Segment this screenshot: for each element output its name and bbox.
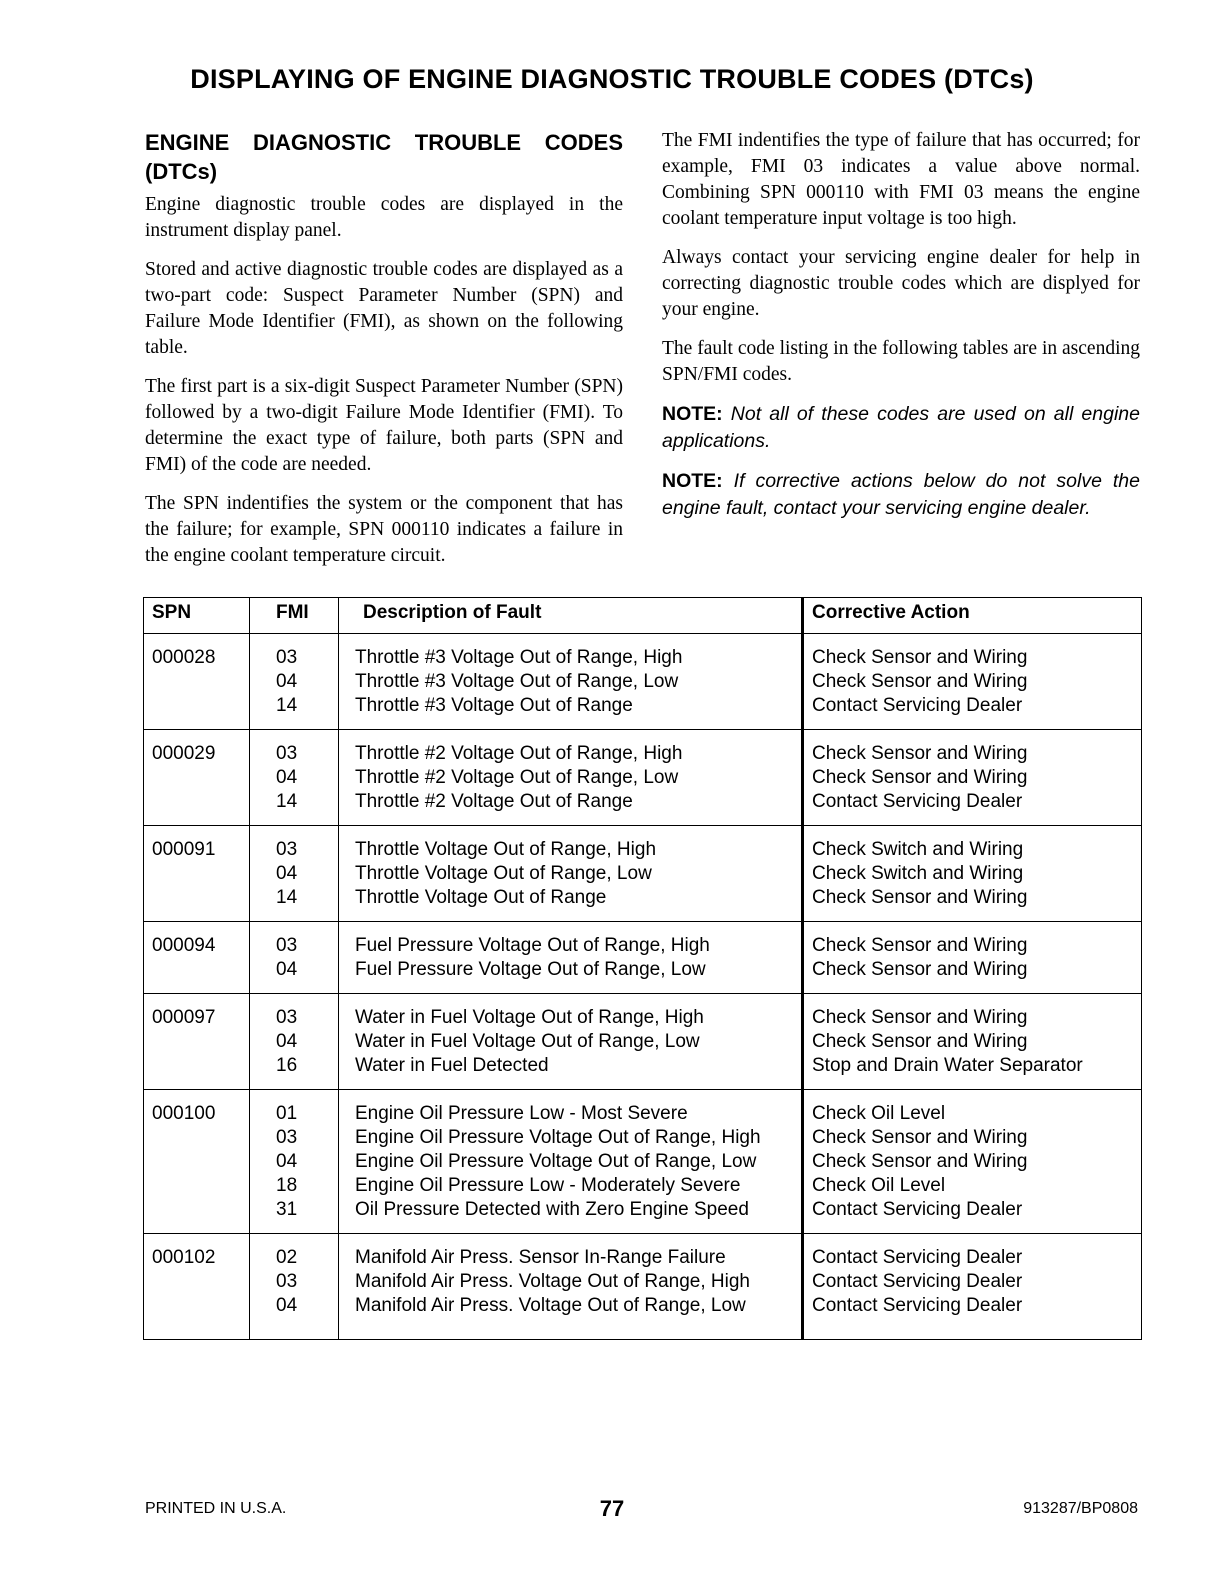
paragraph: Always contact your servicing engine dealer for help in correcting diagnostic trouble codes which are displyed for your engine. bbox=[662, 247, 1140, 320]
cell-description-line: Water in Fuel Voltage Out of Range, Low bbox=[355, 1031, 700, 1052]
cell-fmi-line: 02 bbox=[276, 1247, 298, 1268]
cell-action-line: Check Sensor and Wiring bbox=[812, 1031, 1028, 1052]
cell-fmi-line: 04 bbox=[276, 1031, 298, 1052]
cell-action-line: Check Sensor and Wiring bbox=[812, 671, 1028, 692]
cell-fmi-line: 01 bbox=[276, 1103, 298, 1124]
cell-description-line: Manifold Air Press. Voltage Out of Range, Low bbox=[355, 1295, 746, 1316]
table-header-row bbox=[144, 598, 1142, 634]
cell-action-line: Contact Servicing Dealer bbox=[812, 1295, 1023, 1316]
cell-action-line: Check Sensor and Wiring bbox=[812, 1151, 1028, 1172]
header-action: Corrective Action bbox=[803, 598, 1142, 634]
paragraph: The fault code listing in the following tables are in ascending SPN/FMI codes. bbox=[662, 338, 1140, 385]
cell-action-line: Contact Servicing Dealer bbox=[812, 791, 1023, 812]
cell-description-line: Throttle Voltage Out of Range, High bbox=[355, 839, 657, 860]
footer-printed: PRINTED IN U.S.A. bbox=[145, 1500, 287, 1517]
cell-fmi-line: 03 bbox=[276, 839, 298, 860]
cell-fmi bbox=[250, 634, 339, 730]
cell-action-line: Check Sensor and Wiring bbox=[812, 743, 1028, 764]
cell-action-line: Check Oil Level bbox=[812, 1103, 946, 1124]
header-description: Description of Fault bbox=[339, 598, 803, 634]
cell-fmi bbox=[250, 1234, 339, 1340]
note-text: Not all of these codes are used on all engine applications. bbox=[662, 403, 1140, 452]
cell-action bbox=[803, 634, 1142, 730]
cell-action-line: Stop and Drain Water Separator bbox=[812, 1055, 1083, 1076]
paragraph: The FMI indentifies the type of failure that has occurred; for example, FMI 03 indicates a value above normal. Combining SPN 000110 with FMI 03 means the engine coolant temperature input voltage is too high. bbox=[662, 130, 1140, 229]
cell-description-line: Throttle #3 Voltage Out of Range, High bbox=[355, 647, 683, 668]
cell-description-line: Throttle #3 Voltage Out of Range, Low bbox=[355, 671, 679, 692]
cell-fmi-line: 18 bbox=[276, 1175, 298, 1196]
cell-fmi bbox=[250, 922, 339, 994]
cell-action bbox=[803, 826, 1142, 922]
cell-action-line: Check Switch and Wiring bbox=[812, 863, 1024, 884]
dtc-table bbox=[143, 597, 1142, 1340]
cell-fmi-line: 03 bbox=[276, 1007, 298, 1028]
cell-action bbox=[803, 1090, 1142, 1234]
cell-description-line: Fuel Pressure Voltage Out of Range, Low bbox=[355, 959, 706, 980]
cell-description-line: Manifold Air Press. Sensor In-Range Failure bbox=[355, 1247, 726, 1268]
cell-description-line: Fuel Pressure Voltage Out of Range, High bbox=[355, 935, 710, 956]
cell-fmi-line: 04 bbox=[276, 959, 298, 980]
cell-description-line: Throttle #2 Voltage Out of Range bbox=[355, 791, 633, 812]
cell-description-line: Throttle Voltage Out of Range, Low bbox=[355, 863, 652, 884]
cell-description bbox=[339, 922, 803, 994]
note bbox=[662, 401, 1140, 455]
cell-description-line: Throttle #3 Voltage Out of Range bbox=[355, 695, 633, 716]
cell-action bbox=[803, 994, 1142, 1090]
header-fmi: FMI bbox=[250, 598, 339, 634]
cell-fmi bbox=[250, 1090, 339, 1234]
cell-fmi-line: 14 bbox=[276, 887, 298, 908]
cell-description bbox=[339, 634, 803, 730]
note-label: NOTE: bbox=[662, 470, 723, 492]
cell-fmi-line: 03 bbox=[276, 647, 298, 668]
cell-action-line: Contact Servicing Dealer bbox=[812, 1247, 1023, 1268]
note bbox=[662, 468, 1140, 522]
cell-description-line: Engine Oil Pressure Low - Most Severe bbox=[355, 1103, 688, 1124]
cell-description-line: Water in Fuel Voltage Out of Range, High bbox=[355, 1007, 704, 1028]
cell-fmi-line: 31 bbox=[276, 1199, 298, 1220]
cell-action bbox=[803, 730, 1142, 826]
cell-description bbox=[339, 994, 803, 1090]
cell-spn: 000029 bbox=[144, 730, 250, 826]
cell-description-line: Oil Pressure Detected with Zero Engine Speed bbox=[355, 1199, 749, 1220]
paragraph: Stored and active diagnostic trouble codes are displayed as a two-part code: Suspect Parameter Number (SPN) and Failure Mode Identifier (FMI), as shown on the following table. bbox=[145, 259, 623, 358]
cell-action-line: Contact Servicing Dealer bbox=[812, 695, 1023, 716]
table-row bbox=[144, 730, 1142, 826]
cell-action-line: Check Sensor and Wiring bbox=[812, 1127, 1028, 1148]
cell-description-line: Engine Oil Pressure Voltage Out of Range, High bbox=[355, 1127, 761, 1148]
cell-fmi-line: 04 bbox=[276, 767, 298, 788]
cell-fmi-line: 14 bbox=[276, 791, 298, 812]
table-body bbox=[144, 634, 1142, 1340]
table-row bbox=[144, 826, 1142, 922]
cell-spn: 000097 bbox=[144, 994, 250, 1090]
cell-spn: 000102 bbox=[144, 1234, 250, 1340]
cell-action-line: Contact Servicing Dealer bbox=[812, 1199, 1023, 1220]
cell-description-line: Water in Fuel Detected bbox=[355, 1055, 549, 1076]
cell-fmi-line: 03 bbox=[276, 743, 298, 764]
right-column bbox=[662, 128, 1140, 535]
header-spn: SPN bbox=[144, 598, 250, 634]
left-column bbox=[145, 128, 623, 582]
cell-spn: 000100 bbox=[144, 1090, 250, 1234]
cell-fmi-line: 04 bbox=[276, 863, 298, 884]
note-text: If corrective actions below do not solve the engine fault, contact your servicing engine dealer. bbox=[662, 470, 1140, 519]
cell-fmi-line: 04 bbox=[276, 1295, 298, 1316]
cell-spn: 000091 bbox=[144, 826, 250, 922]
cell-action-line: Check Sensor and Wiring bbox=[812, 959, 1028, 980]
note-label: NOTE: bbox=[662, 403, 723, 425]
table-row bbox=[144, 634, 1142, 730]
cell-description-line: Engine Oil Pressure Low - Moderately Severe bbox=[355, 1175, 741, 1196]
cell-action-line: Check Sensor and Wiring bbox=[812, 887, 1028, 908]
cell-description bbox=[339, 1234, 803, 1340]
table-row bbox=[144, 922, 1142, 994]
document-number: 913287/BP0808 bbox=[1023, 1500, 1138, 1517]
cell-description-line: Throttle #2 Voltage Out of Range, High bbox=[355, 743, 683, 764]
cell-description-line: Engine Oil Pressure Voltage Out of Range, Low bbox=[355, 1151, 757, 1172]
cell-action-line: Check Oil Level bbox=[812, 1175, 946, 1196]
cell-description bbox=[339, 826, 803, 922]
cell-action bbox=[803, 1234, 1142, 1340]
table-row bbox=[144, 1234, 1142, 1340]
cell-fmi-line: 03 bbox=[276, 1271, 298, 1292]
cell-action-line: Contact Servicing Dealer bbox=[812, 1271, 1023, 1292]
cell-fmi-line: 04 bbox=[276, 1151, 298, 1172]
cell-action-line: Check Sensor and Wiring bbox=[812, 1007, 1028, 1028]
cell-fmi bbox=[250, 826, 339, 922]
cell-description-line: Throttle #2 Voltage Out of Range, Low bbox=[355, 767, 679, 788]
cell-action-line: Check Switch and Wiring bbox=[812, 839, 1024, 860]
cell-spn: 000094 bbox=[144, 922, 250, 994]
paragraph: The first part is a six-digit Suspect Parameter Number (SPN) followed by a two-digit Failure Mode Identifier (FMI). To determine the exact type of failure, both parts (SPN and FMI) of the code are needed. bbox=[145, 376, 623, 475]
cell-fmi-line: 14 bbox=[276, 695, 298, 716]
cell-spn: 000028 bbox=[144, 634, 250, 730]
cell-description bbox=[339, 1090, 803, 1234]
section-heading: ENGINE DIAGNOSTIC TROUBLE CODES (DTCs) bbox=[145, 130, 623, 184]
cell-fmi bbox=[250, 730, 339, 826]
paragraph: Engine diagnostic trouble codes are displayed in the instrument display panel. bbox=[145, 194, 623, 241]
cell-action-line: Check Sensor and Wiring bbox=[812, 647, 1028, 668]
cell-fmi-line: 04 bbox=[276, 671, 298, 692]
page-number: 77 bbox=[599, 1496, 625, 1521]
table-row bbox=[144, 994, 1142, 1090]
cell-action bbox=[803, 922, 1142, 994]
paragraph: The SPN indentifies the system or the component that has the failure; for example, SPN 000110 indicates a failure in the engine coolant temperature circuit. bbox=[145, 493, 623, 566]
cell-action-line: Check Sensor and Wiring bbox=[812, 767, 1028, 788]
cell-fmi-line: 03 bbox=[276, 935, 298, 956]
page-title: DISPLAYING OF ENGINE DIAGNOSTIC TROUBLE CODES (DTCs) bbox=[190, 64, 1034, 94]
cell-description-line: Manifold Air Press. Voltage Out of Range, High bbox=[355, 1271, 750, 1292]
cell-description-line: Throttle Voltage Out of Range bbox=[355, 887, 607, 908]
cell-fmi-line: 16 bbox=[276, 1055, 298, 1076]
cell-fmi bbox=[250, 994, 339, 1090]
cell-description bbox=[339, 730, 803, 826]
cell-action-line: Check Sensor and Wiring bbox=[812, 935, 1028, 956]
table-row bbox=[144, 1090, 1142, 1234]
cell-fmi-line: 03 bbox=[276, 1127, 298, 1148]
